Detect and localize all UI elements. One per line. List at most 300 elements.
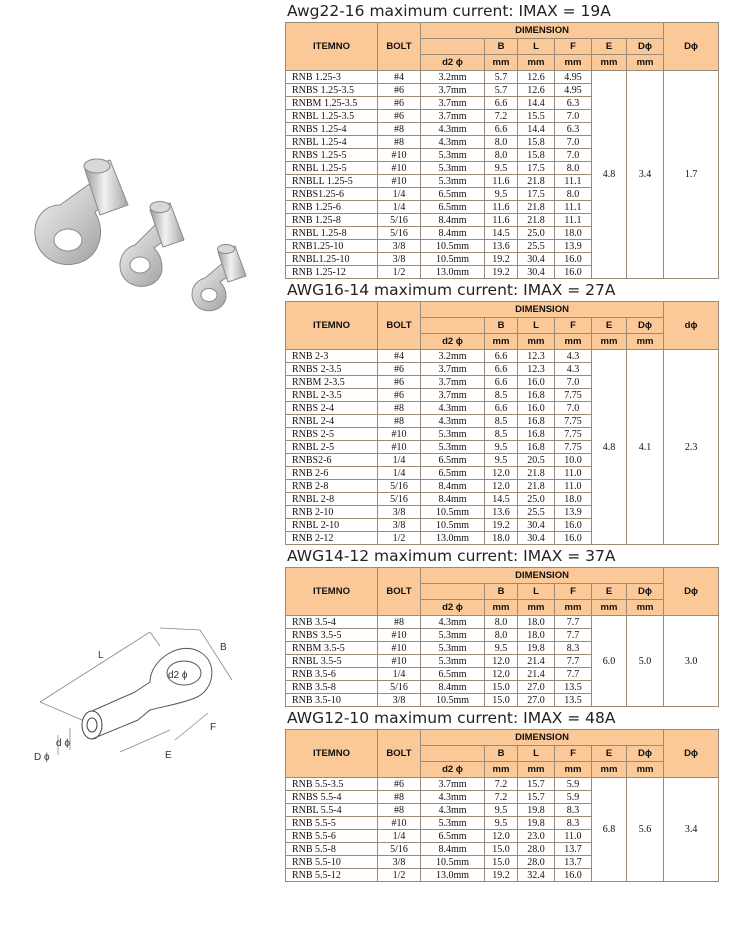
cell-l: 21.8 (518, 214, 555, 227)
cell-b: 9.5 (485, 188, 518, 201)
header-d2-blank (421, 39, 485, 55)
header-e: E (592, 39, 627, 55)
cell-d2: 3.2mm (421, 350, 485, 363)
cell-d2: 6.5mm (421, 188, 485, 201)
cell-bolt: 1/4 (378, 467, 421, 480)
cell-itemno: RNBL 2-4 (286, 415, 378, 428)
header-d2: d2 ϕ (421, 55, 485, 71)
cell-f: 10.0 (555, 454, 592, 467)
cell-bolt: 1/4 (378, 454, 421, 467)
cell-f: 11.0 (555, 480, 592, 493)
spec-tables (285, 0, 750, 882)
cell-f: 5.9 (555, 778, 592, 791)
cell-itemno: RNB 2-12 (286, 532, 378, 545)
cell-b: 8.0 (485, 136, 518, 149)
cell-b: 8.5 (485, 428, 518, 441)
cell-f: 5.9 (555, 791, 592, 804)
cell-bolt: #10 (378, 817, 421, 830)
cell-f: 7.7 (555, 616, 592, 629)
cell-f: 18.0 (555, 227, 592, 240)
cell-l: 12.6 (518, 84, 555, 97)
cell-dphi: 3.4 (664, 778, 719, 882)
block-title: AWG16-14 maximum current: IMAX = 27A (287, 281, 616, 299)
header-unit-f: mm (555, 600, 592, 616)
cell-d2: 4.3mm (421, 804, 485, 817)
cell-d2: 4.3mm (421, 415, 485, 428)
header-l: L (518, 584, 555, 600)
header-unit-e: mm (592, 334, 627, 350)
cell-d2: 13.0mm (421, 869, 485, 882)
cell-l: 16.0 (518, 376, 555, 389)
cell-f: 4.95 (555, 71, 592, 84)
cell-b: 11.6 (485, 214, 518, 227)
cell-itemno: RNBS 2-5 (286, 428, 378, 441)
cell-f: 13.7 (555, 856, 592, 869)
cell-f: 7.0 (555, 136, 592, 149)
cell-bolt: #4 (378, 350, 421, 363)
cell-bolt: #6 (378, 84, 421, 97)
header-bolt: BOLT (378, 302, 421, 350)
cell-d2: 3.7mm (421, 389, 485, 402)
cell-f: 7.0 (555, 402, 592, 415)
cell-itemno: RNBL 3.5-5 (286, 655, 378, 668)
header-unit-e: mm (592, 600, 627, 616)
cell-l: 19.8 (518, 804, 555, 817)
header-itemno: ITEMNO (286, 302, 378, 350)
cell-bolt: 3/8 (378, 506, 421, 519)
header-unit-f: mm (555, 334, 592, 350)
cell-bolt: 5/16 (378, 681, 421, 694)
header-f: F (555, 584, 592, 600)
cell-b: 19.2 (485, 869, 518, 882)
cell-d2: 5.3mm (421, 175, 485, 188)
cell-itemno: RNB 5.5-5 (286, 817, 378, 830)
cell-D: 3.4 (627, 71, 664, 279)
cell-bolt: #6 (378, 363, 421, 376)
cell-d2: 5.3mm (421, 162, 485, 175)
cell-itemno: RNBL 1.25-3.5 (286, 110, 378, 123)
cell-itemno: RNB 2-3 (286, 350, 378, 363)
cell-itemno: RNBS 1.25-4 (286, 123, 378, 136)
cell-l: 21.8 (518, 175, 555, 188)
cell-itemno: RNBL1.25-10 (286, 253, 378, 266)
cell-l: 25.5 (518, 506, 555, 519)
cell-f: 6.3 (555, 123, 592, 136)
cell-l: 21.8 (518, 480, 555, 493)
cell-b: 7.2 (485, 778, 518, 791)
cell-itemno: RNBM 1.25-3.5 (286, 97, 378, 110)
cell-bolt: #10 (378, 162, 421, 175)
cell-bolt: 5/16 (378, 480, 421, 493)
cell-b: 9.5 (485, 804, 518, 817)
header-unit-b: mm (485, 762, 518, 778)
cell-l: 23.0 (518, 830, 555, 843)
cell-f: 11.0 (555, 830, 592, 843)
cell-itemno: RNBS 1.25-3.5 (286, 84, 378, 97)
cell-bolt: #8 (378, 804, 421, 817)
cell-bolt: 3/8 (378, 240, 421, 253)
header-d2: d2 ϕ (421, 334, 485, 350)
cell-d2: 10.5mm (421, 856, 485, 869)
header-unit-b: mm (485, 600, 518, 616)
cell-e: 6.8 (592, 778, 627, 882)
cell-l: 15.8 (518, 149, 555, 162)
header-d2-blank (421, 584, 485, 600)
cell-b: 9.5 (485, 162, 518, 175)
cell-l: 30.4 (518, 253, 555, 266)
cell-itemno: RNB 1.25-6 (286, 201, 378, 214)
cell-D: 5.6 (627, 778, 664, 882)
cell-b: 8.0 (485, 616, 518, 629)
cell-dphi: 2.3 (664, 350, 719, 545)
cell-f: 7.75 (555, 441, 592, 454)
header-bolt: BOLT (378, 23, 421, 71)
cell-itemno: RNB 3.5-6 (286, 668, 378, 681)
header-unit-b: mm (485, 55, 518, 71)
spec-block (285, 707, 750, 882)
cell-itemno: RNBS 3.5-5 (286, 629, 378, 642)
cell-l: 12.3 (518, 363, 555, 376)
header-f: F (555, 39, 592, 55)
cell-b: 14.5 (485, 227, 518, 240)
table-row (286, 616, 719, 629)
cell-b: 19.2 (485, 519, 518, 532)
cell-l: 16.0 (518, 402, 555, 415)
cell-l: 20.5 (518, 454, 555, 467)
cell-bolt: #8 (378, 616, 421, 629)
header-dimension: DIMENSION (421, 302, 664, 318)
header-l: L (518, 318, 555, 334)
cell-D: 5.0 (627, 616, 664, 707)
cell-l: 16.8 (518, 389, 555, 402)
cell-l: 12.3 (518, 350, 555, 363)
cell-bolt: 5/16 (378, 493, 421, 506)
cell-bolt: 1/4 (378, 201, 421, 214)
cell-bolt: #6 (378, 376, 421, 389)
cell-itemno: RNBS 1.25-5 (286, 149, 378, 162)
header-D: Dϕ (627, 746, 664, 762)
cell-d2: 5.3mm (421, 441, 485, 454)
header-unit-l: mm (518, 762, 555, 778)
cell-bolt: #6 (378, 110, 421, 123)
cell-l: 21.8 (518, 467, 555, 480)
cell-f: 16.0 (555, 253, 592, 266)
cell-bolt: 3/8 (378, 253, 421, 266)
header-l: L (518, 39, 555, 55)
header-unit-l: mm (518, 600, 555, 616)
spec-block (285, 545, 750, 707)
cell-l: 15.8 (518, 136, 555, 149)
cell-bolt: 1/4 (378, 830, 421, 843)
header-d2-blank (421, 318, 485, 334)
ring-terminals-photo (0, 0, 285, 330)
cell-l: 17.5 (518, 162, 555, 175)
cell-bolt: #10 (378, 441, 421, 454)
cell-b: 9.5 (485, 454, 518, 467)
cell-itemno: RNB 2-6 (286, 467, 378, 480)
spec-block (285, 0, 750, 279)
cell-b: 12.0 (485, 467, 518, 480)
header-dphi: Dϕ (664, 730, 719, 778)
header-unit-l: mm (518, 334, 555, 350)
cell-itemno: RNB 5.5-12 (286, 869, 378, 882)
cell-d2: 10.5mm (421, 506, 485, 519)
cell-bolt: #10 (378, 175, 421, 188)
cell-b: 5.7 (485, 84, 518, 97)
cell-d2: 6.5mm (421, 668, 485, 681)
cell-itemno: RNBL 2-10 (286, 519, 378, 532)
cell-d2: 5.3mm (421, 149, 485, 162)
cell-itemno: RNB 2-10 (286, 506, 378, 519)
cell-l: 32.4 (518, 869, 555, 882)
cell-f: 7.75 (555, 389, 592, 402)
cell-f: 11.1 (555, 201, 592, 214)
cell-itemno: RNBS 2-4 (286, 402, 378, 415)
cell-l: 17.5 (518, 188, 555, 201)
cell-d2: 8.4mm (421, 227, 485, 240)
cell-d2: 5.3mm (421, 629, 485, 642)
header-unit-d: mm (627, 55, 664, 71)
cell-bolt: #6 (378, 97, 421, 110)
cell-d2: 3.7mm (421, 97, 485, 110)
cell-l: 18.0 (518, 616, 555, 629)
header-unit-d: mm (627, 762, 664, 778)
cell-itemno: RNBLL 1.25-5 (286, 175, 378, 188)
header-itemno: ITEMNO (286, 730, 378, 778)
cell-f: 7.75 (555, 428, 592, 441)
cell-f: 11.1 (555, 175, 592, 188)
cell-bolt: #10 (378, 629, 421, 642)
cell-l: 25.0 (518, 227, 555, 240)
cell-d2: 3.7mm (421, 376, 485, 389)
cell-l: 19.8 (518, 817, 555, 830)
header-b: B (485, 318, 518, 334)
cell-itemno: RNBL 2-3.5 (286, 389, 378, 402)
cell-d2: 4.3mm (421, 123, 485, 136)
table-row (286, 350, 719, 363)
header-dimension: DIMENSION (421, 23, 664, 39)
cell-bolt: #6 (378, 778, 421, 791)
cell-f: 8.0 (555, 162, 592, 175)
cell-itemno: RNBS2-6 (286, 454, 378, 467)
cell-d2: 6.5mm (421, 830, 485, 843)
left-illustration-panel (0, 0, 285, 932)
cell-b: 19.2 (485, 266, 518, 279)
cell-d2: 6.5mm (421, 454, 485, 467)
cell-d2: 8.4mm (421, 493, 485, 506)
cell-d2: 13.0mm (421, 266, 485, 279)
cell-e: 4.8 (592, 71, 627, 279)
cell-f: 13.7 (555, 843, 592, 856)
cell-d2: 5.3mm (421, 428, 485, 441)
cell-itemno: RNB 5.5-10 (286, 856, 378, 869)
header-b: B (485, 746, 518, 762)
cell-f: 18.0 (555, 493, 592, 506)
cell-f: 8.3 (555, 642, 592, 655)
header-dphi: dϕ (664, 302, 719, 350)
cell-itemno: RNBS 2-3.5 (286, 363, 378, 376)
cell-itemno: RNB 5.5-8 (286, 843, 378, 856)
header-bolt: BOLT (378, 568, 421, 616)
header-d2: d2 ϕ (421, 600, 485, 616)
label-dphi: d ϕ (56, 738, 70, 749)
cell-b: 12.0 (485, 830, 518, 843)
cell-l: 21.8 (518, 201, 555, 214)
cell-bolt: #8 (378, 123, 421, 136)
cell-itemno: RNB 1.25-3 (286, 71, 378, 84)
block-title: Awg22-16 maximum current: IMAX = 19A (287, 2, 611, 20)
cell-l: 21.4 (518, 668, 555, 681)
cell-bolt: 1/2 (378, 266, 421, 279)
cell-itemno: RNB 5.5-3.5 (286, 778, 378, 791)
table-row (286, 71, 719, 84)
table-row (286, 778, 719, 791)
cell-bolt: #8 (378, 136, 421, 149)
cell-l: 14.4 (518, 123, 555, 136)
cell-bolt: #10 (378, 149, 421, 162)
cell-itemno: RNB 3.5-10 (286, 694, 378, 707)
cell-b: 9.5 (485, 642, 518, 655)
cell-l: 27.0 (518, 681, 555, 694)
header-unit-f: mm (555, 55, 592, 71)
cell-bolt: 1/4 (378, 188, 421, 201)
cell-b: 6.6 (485, 376, 518, 389)
cell-b: 9.5 (485, 817, 518, 830)
cell-b: 6.6 (485, 363, 518, 376)
cell-itemno: RNB 1.25-8 (286, 214, 378, 227)
cell-l: 15.5 (518, 110, 555, 123)
cell-d2: 10.5mm (421, 240, 485, 253)
cell-d2: 10.5mm (421, 253, 485, 266)
label-F: F (210, 722, 217, 733)
cell-bolt: #10 (378, 642, 421, 655)
cell-f: 13.9 (555, 506, 592, 519)
header-dphi: Dϕ (664, 23, 719, 71)
cell-bolt: #10 (378, 428, 421, 441)
cell-f: 8.0 (555, 188, 592, 201)
header-f: F (555, 746, 592, 762)
cell-itemno: RNB1.25-10 (286, 240, 378, 253)
header-D: Dϕ (627, 318, 664, 334)
spec-table (285, 729, 719, 882)
medium-terminal-icon (120, 202, 184, 287)
cell-itemno: RNBS1.25-6 (286, 188, 378, 201)
cell-itemno: RNB 3.5-4 (286, 616, 378, 629)
cell-bolt: #6 (378, 389, 421, 402)
cell-b: 12.0 (485, 480, 518, 493)
cell-itemno: RNBM 3.5-5 (286, 642, 378, 655)
cell-d2: 6.5mm (421, 201, 485, 214)
cell-d2: 4.3mm (421, 136, 485, 149)
header-unit-b: mm (485, 334, 518, 350)
cell-b: 19.2 (485, 253, 518, 266)
cell-b: 8.5 (485, 415, 518, 428)
cell-d2: 3.7mm (421, 110, 485, 123)
cell-bolt: 5/16 (378, 214, 421, 227)
cell-d2: 6.5mm (421, 467, 485, 480)
cell-f: 13.9 (555, 240, 592, 253)
cell-l: 25.0 (518, 493, 555, 506)
cell-d2: 5.3mm (421, 642, 485, 655)
cell-l: 16.8 (518, 415, 555, 428)
cell-b: 18.0 (485, 532, 518, 545)
cell-b: 7.2 (485, 110, 518, 123)
small-terminal-icon (192, 245, 246, 311)
cell-itemno: RNBL 5.5-4 (286, 804, 378, 817)
cell-bolt: 1/4 (378, 668, 421, 681)
cell-b: 12.0 (485, 655, 518, 668)
cell-d2: 8.4mm (421, 480, 485, 493)
cell-b: 6.6 (485, 123, 518, 136)
cell-b: 8.0 (485, 149, 518, 162)
header-f: F (555, 318, 592, 334)
cell-l: 19.8 (518, 642, 555, 655)
cell-bolt: #8 (378, 415, 421, 428)
cell-f: 8.3 (555, 804, 592, 817)
header-unit-l: mm (518, 55, 555, 71)
block-title: AWG12-10 maximum current: IMAX = 48A (287, 709, 616, 727)
cell-l: 25.5 (518, 240, 555, 253)
cell-bolt: 5/16 (378, 843, 421, 856)
header-itemno: ITEMNO (286, 568, 378, 616)
cell-b: 11.6 (485, 175, 518, 188)
cell-d2: 3.7mm (421, 363, 485, 376)
cell-d2: 10.5mm (421, 694, 485, 707)
cell-f: 7.7 (555, 655, 592, 668)
block-title: AWG14-12 maximum current: IMAX = 37A (287, 547, 616, 565)
cell-b: 15.0 (485, 694, 518, 707)
header-dphi: Dϕ (664, 568, 719, 616)
header-dimension: DIMENSION (421, 568, 664, 584)
header-b: B (485, 39, 518, 55)
cell-b: 6.6 (485, 350, 518, 363)
header-e: E (592, 318, 627, 334)
cell-f: 7.0 (555, 110, 592, 123)
header-unit-d: mm (627, 334, 664, 350)
cell-itemno: RNB 5.5-6 (286, 830, 378, 843)
cell-bolt: 3/8 (378, 694, 421, 707)
cell-itemno: RNBS 5.5-4 (286, 791, 378, 804)
cell-f: 13.5 (555, 694, 592, 707)
cell-b: 15.0 (485, 843, 518, 856)
header-l: L (518, 746, 555, 762)
cell-l: 28.0 (518, 843, 555, 856)
header-dimension: DIMENSION (421, 730, 664, 746)
cell-b: 8.5 (485, 389, 518, 402)
header-unit-f: mm (555, 762, 592, 778)
cell-bolt: 3/8 (378, 856, 421, 869)
cell-f: 4.3 (555, 350, 592, 363)
cell-f: 7.75 (555, 415, 592, 428)
label-B: B (220, 642, 227, 653)
cell-itemno: RNBL 2-5 (286, 441, 378, 454)
header-D: Dϕ (627, 39, 664, 55)
cell-f: 4.95 (555, 84, 592, 97)
header-e: E (592, 584, 627, 600)
cell-itemno: RNBL 1.25-8 (286, 227, 378, 240)
cell-itemno: RNB 1.25-12 (286, 266, 378, 279)
cell-b: 12.0 (485, 668, 518, 681)
cell-bolt: 5/16 (378, 227, 421, 240)
cell-f: 4.3 (555, 363, 592, 376)
cell-d2: 13.0mm (421, 532, 485, 545)
spec-table (285, 567, 719, 707)
cell-l: 30.4 (518, 532, 555, 545)
header-d2-blank (421, 746, 485, 762)
cell-l: 12.6 (518, 71, 555, 84)
spec-table (285, 301, 719, 545)
header-unit-e: mm (592, 55, 627, 71)
